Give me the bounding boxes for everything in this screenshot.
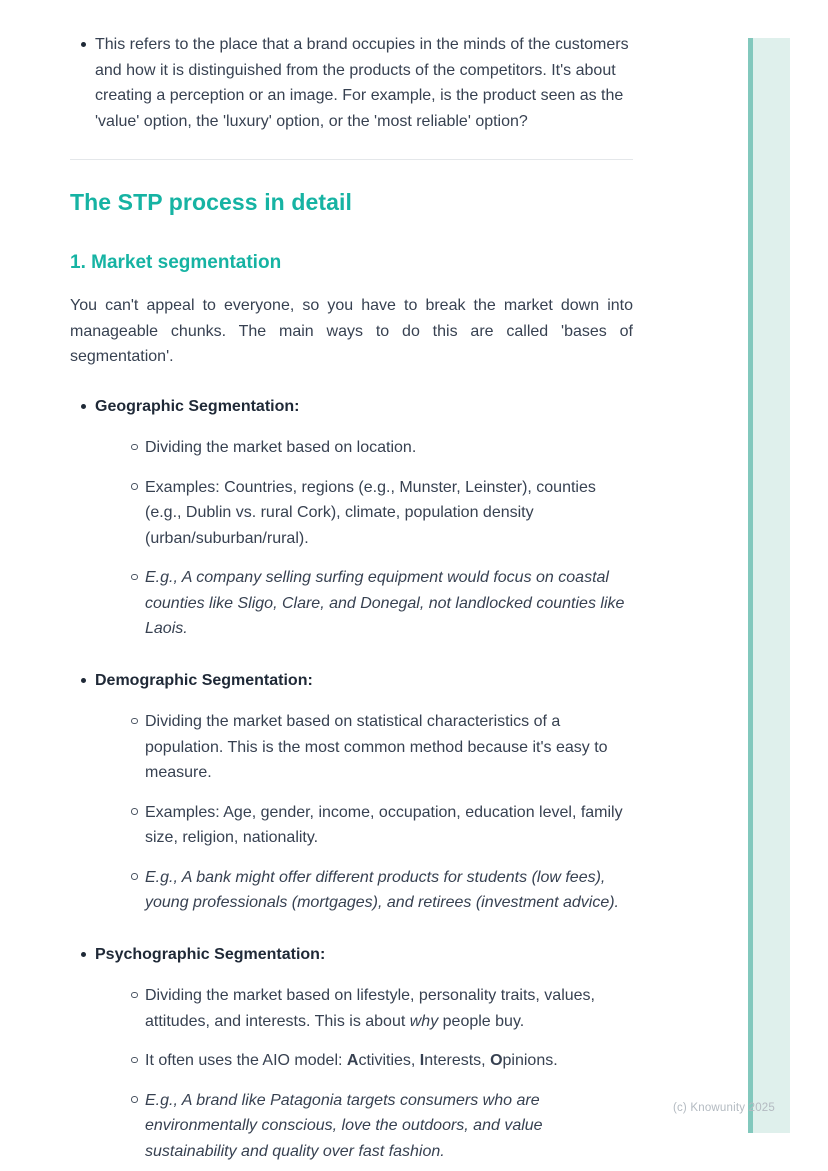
segmentation-list: [70, 394, 633, 1165]
emphasis-text: A: [346, 1052, 359, 1069]
example-text: E.g., A bank might offer different products for students (low fees), young professionals (mortgages), and retirees (investment advice).: [145, 868, 619, 911]
segment-geographic: [70, 394, 633, 642]
subsection-title: 1. Market segmentation: [70, 252, 282, 273]
example-text: E.g., A company selling surfing equipment would focus on coastal counties like Sligo, Clare, and Donegal, not landlocked counties like Laois.: [145, 569, 625, 637]
list-item: [95, 435, 633, 461]
segment-details: [95, 435, 633, 642]
page-edge-accent-bar: [748, 38, 790, 1133]
positioning-bullet-list: [70, 32, 633, 134]
segment-details: [95, 983, 633, 1164]
positioning-bullet-text: This refers to the place that a brand occupies in the minds of the customers and how it is distinguished from the products of the competitors. It's about creating a perception or an image. For example, is the product seen as the 'value' option, the 'luxury' option, or the 'most reliable' option?: [95, 36, 629, 130]
detail-text: nterests,: [424, 1052, 491, 1069]
list-item: [95, 865, 633, 916]
segment-details: [95, 709, 633, 916]
detail-text: Dividing the market based on statistical characteristics of a population. This is the most common method because it's easy to measure.: [145, 713, 608, 781]
detail-text: pinions.: [502, 1052, 558, 1069]
list-item: [95, 800, 633, 851]
example-text: E.g., A brand like Patagonia targets consumers who are environmentally conscious, love the outdoors, and value sustainability and quality over fast fashion.: [145, 1091, 543, 1160]
document-content: [70, 0, 633, 1171]
page-title: The STP process in detail: [70, 189, 352, 215]
segment-psychographic: [70, 942, 633, 1165]
detail-text: Examples: Age, gender, income, occupation, education level, family size, religion, nationality.: [145, 803, 623, 846]
segment-label: Geographic Segmentation:: [95, 397, 300, 415]
list-item: [70, 32, 633, 134]
emphasis-text: why: [409, 1012, 439, 1030]
emphasis-text: O: [490, 1052, 503, 1069]
intro-paragraph: You can't appeal to everyone, so you have to break the market down into manageable chunks. The main ways to do this are called 'bases of segmentation'.: [70, 297, 633, 365]
detail-text: ctivities,: [358, 1052, 420, 1069]
list-item: [95, 1048, 633, 1074]
list-item: [95, 983, 633, 1034]
list-item: [95, 1088, 633, 1165]
segment-label: Demographic Segmentation:: [95, 671, 313, 689]
section-divider: [70, 159, 633, 160]
watermark: (c) Knowunity 2025: [672, 1102, 775, 1114]
segment-label: Psychographic Segmentation:: [95, 945, 326, 963]
detail-text: It often uses the AIO model:: [145, 1052, 347, 1069]
list-item: [95, 475, 633, 552]
emphasis-text: I: [419, 1052, 425, 1069]
detail-text: Dividing the market based on location.: [145, 439, 417, 456]
detail-text: Examples: Countries, regions (e.g., Munster, Leinster), counties (e.g., Dublin vs. rural Cork), climate, population density (urban/suburban/rural).: [145, 478, 596, 547]
segment-demographic: [70, 668, 633, 916]
detail-text: Dividing the market based on lifestyle, personality traits, values, attitudes, and interests. This is about: [145, 987, 595, 1030]
detail-text: people buy.: [438, 1012, 525, 1030]
list-item: [95, 709, 633, 786]
list-item: [95, 565, 633, 642]
